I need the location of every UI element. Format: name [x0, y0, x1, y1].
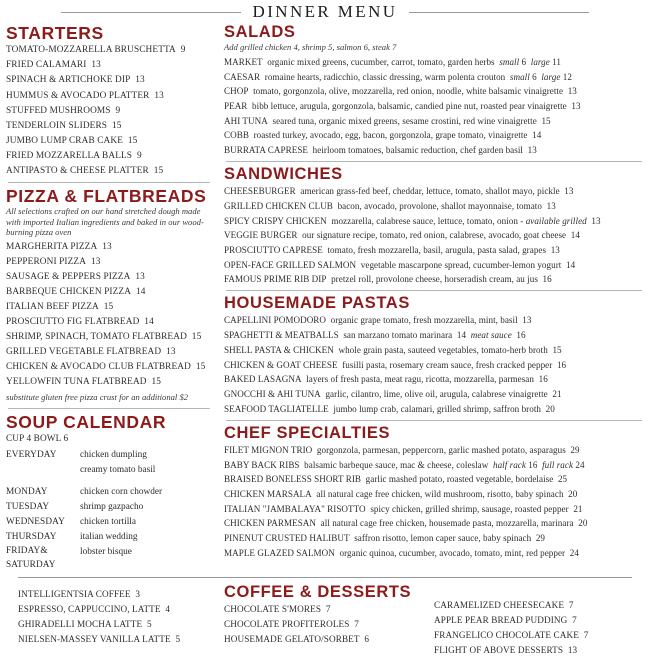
item-name: TENDERLOIN SLIDERS — [6, 120, 108, 131]
list-item — [224, 184, 644, 199]
soup-names — [80, 500, 212, 515]
list-item — [224, 199, 644, 214]
item-name: FRIED CALAMARI — [6, 60, 87, 71]
section-pizza-flatbreads — [6, 187, 212, 403]
item-name: COBB — [224, 130, 249, 141]
item-price: 14 — [570, 230, 580, 241]
item-price: 20 — [545, 403, 555, 414]
item-name: CAESAR — [224, 71, 261, 82]
soup-row — [6, 515, 212, 530]
item-price: 13 — [90, 256, 101, 267]
divider — [226, 290, 642, 291]
soup-name: shrimp gazpacho — [80, 501, 144, 512]
menu-columns — [0, 22, 650, 573]
pizza-footnote: substitute gluten free pizza crust for an additional $2 — [6, 392, 189, 403]
item-price: 14 — [144, 316, 154, 327]
pizza-list — [6, 240, 212, 390]
list-item — [6, 89, 212, 104]
list-item — [434, 628, 642, 643]
list-item — [6, 255, 212, 270]
item-price: 13 — [154, 90, 164, 101]
item-name: BABY BACK RIBS — [224, 459, 300, 470]
pizza-heading: PIZZA & FLATBREADS — [6, 185, 207, 206]
item-price: 15 — [151, 377, 162, 388]
item-price: 13 — [166, 346, 176, 357]
item-name: PROSCIUTTO FIG FLATBREAD — [6, 316, 140, 327]
item-name: PEAR — [224, 100, 248, 111]
item-price: 6 — [364, 634, 370, 645]
list-item — [6, 300, 212, 315]
list-item — [434, 598, 642, 613]
item-price: 14 — [565, 259, 576, 270]
list-item — [224, 358, 644, 373]
soup-names — [80, 530, 212, 545]
starters-heading: STARTERS — [6, 23, 104, 43]
item-name: MARKET — [224, 56, 263, 67]
coffee-list — [8, 584, 220, 647]
list-item — [6, 330, 212, 345]
item-price: 13 — [527, 145, 537, 156]
masthead-rule-right — [409, 12, 589, 13]
item-name: ITALIAN "JAMBALAYA" RISOTTO — [224, 503, 366, 514]
pastas-specialties-divider-wrap — [224, 417, 644, 423]
item-description: all natural cage free chicken, wild mushroom, risotto, baby spinach — [316, 488, 564, 499]
item-description: bibb lettuce, arugula, gorgonzola, balsamic, candied pine nut, roasted pear vinaigrette — [252, 100, 567, 111]
item-price-2: 12 — [562, 71, 572, 82]
list-item — [224, 228, 644, 243]
item-name: YELLOWFIN TUNA FLATBREAD — [6, 377, 147, 388]
list-item — [6, 73, 212, 88]
item-name: SPAGHETTI & MEATBALLS — [224, 330, 339, 341]
list-item — [224, 546, 644, 561]
list-item — [224, 458, 644, 473]
item-size-1: small — [509, 71, 530, 82]
item-name: INTELLIGENTSIA COFFEE — [18, 588, 131, 599]
list-item — [224, 114, 644, 129]
item-price: 15 — [552, 344, 562, 355]
item-name: SEAFOOD TAGLIATELLE — [224, 403, 329, 414]
item-price-2: 24 — [575, 459, 585, 470]
list-item — [224, 516, 644, 531]
pastas-heading: HOUSEMADE PASTAS — [224, 294, 410, 313]
soup-names — [80, 448, 212, 478]
desserts-left-column — [220, 584, 434, 647]
item-description: seared tuna, organic mixed greens, sesame crostini, red wine vinaigrette — [272, 115, 537, 126]
pizza-note: All selections crafted on our hand stretched dough made with imported Italian ingredients and baked in our wood-burning pizza oven — [6, 206, 204, 238]
item-size-1: small — [499, 56, 520, 67]
specialties-heading: CHEF SPECIALTIES — [224, 423, 391, 442]
item-price: 5 — [175, 633, 181, 644]
list-item — [6, 164, 212, 179]
item-name: FRANGELICO CHOCOLATE CAKE — [434, 629, 579, 640]
item-name: MAPLE GLAZED SALMON — [224, 547, 335, 558]
section-starters — [6, 24, 212, 179]
list-item — [6, 149, 212, 164]
desserts-right-column — [434, 584, 642, 658]
list-item — [224, 214, 644, 229]
item-name: GRILLED VEGETABLE FLATBREAD — [6, 346, 162, 357]
item-name: PROSCIUTTO CAPRESE — [224, 245, 323, 256]
list-item — [224, 84, 644, 99]
item-description: balsamic barbeque sauce, mac & cheese, coleslaw — [304, 459, 489, 470]
item-name: PEPPERONI PIZZA — [6, 256, 87, 267]
item-description: all natural cage free chicken, housemade pasta, mozzarella, marinara — [320, 518, 574, 529]
item-name: ANTIPASTO & CHEESE PLATTER — [6, 165, 149, 176]
item-name: FILET MIGNON TRIO — [224, 444, 313, 455]
section-sandwiches — [224, 166, 644, 287]
list-item — [224, 602, 434, 617]
list-item — [6, 134, 212, 149]
item-size-2: large — [530, 56, 550, 67]
item-description: roasted turkey, avocado, egg, bacon, gorgonzola, grape tomato, vinaigrette — [253, 130, 528, 141]
item-price: 15 — [103, 301, 114, 312]
item-description: jumbo lump crab, calamari, grilled shrimp, saffron broth — [333, 403, 541, 414]
list-item — [224, 387, 644, 402]
item-description: heirloom tomatoes, balsamic reduction, chef garden basil — [312, 145, 523, 156]
soup-name: chicken tortilla — [80, 516, 137, 527]
item-price: 15 — [153, 165, 164, 176]
pizza-soup-divider-wrap — [6, 405, 212, 411]
item-name: CAPELLINI POMODORO — [224, 315, 327, 326]
salads-list — [224, 55, 644, 158]
item-price-1: 16 — [528, 459, 538, 470]
item-size-2: large — [541, 71, 561, 82]
divider — [226, 420, 642, 421]
soup-names — [80, 545, 212, 573]
soup-sizes: CUP 4 BOWL 6 — [6, 433, 69, 444]
left-column — [6, 22, 218, 573]
list-item — [224, 55, 644, 70]
list-item — [6, 43, 212, 58]
item-price: 7 — [572, 614, 577, 625]
item-name: FRIED MOZZARELLA BALLS — [6, 150, 133, 161]
soup-day: MONDAY — [6, 486, 48, 497]
soup-row — [6, 448, 212, 478]
item-price: 13 — [135, 75, 145, 86]
item-price: 13 — [571, 100, 581, 111]
item-name: CARAMELIZED CHEESECAKE — [434, 599, 565, 610]
item-description: mozzarella, calabrese sauce, lettuce, tomato, onion - — [331, 215, 524, 226]
sandwiches-list — [224, 184, 644, 287]
item-name: CHICKEN MARSALA — [224, 488, 312, 499]
item-price: 13 — [546, 200, 556, 211]
item-description: vegetable mascarpone spread, cucumber-lemon yogurt — [360, 259, 562, 270]
list-item — [18, 632, 220, 647]
list-item — [224, 402, 644, 417]
soup-day: FRIDAY& SATURDAY — [6, 546, 56, 570]
item-description: our signature recipe, tomato, red onion, calabrese, avocado, goat cheese — [302, 230, 567, 241]
list-item — [224, 272, 644, 287]
item-description: organic quinoa, cucumber, avocado, tomato, mint, red pepper — [339, 547, 566, 558]
page-title: DINNER MENU — [252, 2, 398, 21]
divider — [8, 408, 210, 409]
item-name: TOMATO-MOZZARELLA BRUSCHETTA — [6, 45, 176, 56]
sandwiches-heading: SANDWICHES — [224, 164, 343, 183]
specialties-list — [224, 443, 644, 561]
section-housemade-pastas — [224, 295, 644, 416]
soup-name: creamy tomato basil — [80, 464, 156, 475]
list-item — [18, 587, 220, 602]
item-name: CHICKEN PARMESAN — [224, 518, 317, 529]
item-price: 13 — [91, 60, 101, 71]
item-price: 16 — [538, 374, 548, 385]
salads-note: Add grilled chicken 4, shrimp 5, salmon 6, steak 7 — [224, 42, 397, 53]
item-modifier: meat sauce — [470, 330, 512, 341]
item-name: FLIGHT OF ABOVE DESSERTS — [434, 644, 564, 655]
item-description: saffron risotto, lemon caper sauce, baby spinach — [354, 533, 532, 544]
item-description: san marzano tomato marinara — [343, 330, 453, 341]
item-description: fusilli pasta, rosemary cream sauce, fresh cracked pepper — [342, 359, 553, 370]
item-price: 15 — [127, 135, 138, 146]
item-name: SPICY CRISPY CHICKEN — [224, 215, 327, 226]
item-name: BARBEQUE CHICKEN PIZZA — [6, 286, 132, 297]
list-item — [224, 632, 434, 647]
item-price: 9 — [115, 105, 121, 116]
item-price: 20 — [568, 488, 578, 499]
desserts-heading: COFFEE & DESSERTS — [224, 582, 412, 601]
list-item — [224, 99, 644, 114]
item-description: romaine hearts, radicchio, classic dressing, warm polenta crouton — [264, 71, 506, 82]
list-item — [6, 285, 212, 300]
soup-day: TUESDAY — [6, 501, 50, 512]
item-price: 13 — [591, 215, 601, 226]
list-item — [224, 531, 644, 546]
item-price: 15 — [111, 120, 122, 131]
pastas-list — [224, 313, 644, 416]
salads-heading: SALADS — [224, 23, 296, 41]
item-name: GNOCCHI & AHI TUNA — [224, 389, 321, 400]
divider — [226, 161, 642, 162]
item-price: 13 — [564, 186, 574, 197]
item-name: HUMMUS & AVOCADO PLATTER — [6, 90, 150, 101]
item-price: 20 — [578, 518, 588, 529]
list-item — [6, 240, 212, 255]
item-name: FAMOUS PRIME RIB DIP — [224, 274, 327, 285]
item-price: 13 — [135, 271, 145, 282]
item-price: 9 — [136, 150, 142, 161]
list-item — [224, 472, 644, 487]
item-price: 5 — [146, 618, 152, 629]
item-name: CHOP — [224, 86, 249, 97]
soup-row — [6, 500, 212, 515]
soup-name: chicken corn chowder — [80, 486, 163, 497]
section-soup-calendar — [6, 413, 212, 573]
item-description: whole grain pasta, sauteed vegetables, tomato-herb broth — [338, 344, 548, 355]
section-salads — [224, 24, 644, 158]
list-item — [18, 602, 220, 617]
section-chef-specialties — [224, 425, 644, 561]
item-name: CHICKEN & AVOCADO CLUB FLATBREAD — [6, 362, 191, 372]
item-name: APPLE PEAR BREAD PUDDING — [434, 614, 568, 625]
item-name: OPEN-FACE GRILLED SALMON — [224, 259, 357, 270]
item-price: 13 — [550, 245, 560, 256]
list-item — [224, 313, 644, 328]
item-description: pretzel roll, provolone cheese, horseradish cream, au jus — [331, 274, 538, 285]
item-price: 4 — [165, 603, 171, 614]
spacer — [6, 478, 212, 485]
item-size-1: half rack — [493, 459, 526, 470]
item-name: BRAISED BONELESS SHORT RIB — [224, 474, 362, 485]
item-name: CHOCOLATE PROFITEROLES — [224, 619, 350, 630]
item-name: CHICKEN & GOAT CHEESE — [224, 359, 338, 370]
item-price: 25 — [557, 474, 568, 485]
sandwiches-pastas-divider-wrap — [224, 287, 644, 293]
item-price-1: 14 — [456, 330, 467, 341]
soup-day: THURSDAY — [6, 531, 57, 542]
item-description: gorgonzola, parmesan, peppercorn, garlic mashed potato, asparagus — [316, 444, 566, 455]
item-price: 29 — [535, 533, 546, 544]
item-description: organic mixed greens, cucumber, carrot, tomato, garden herbs — [267, 56, 495, 67]
list-item — [6, 315, 212, 330]
item-name: GRILLED CHICKEN CLUB — [224, 200, 333, 211]
item-price: 24 — [569, 547, 579, 558]
soup-day: WEDNESDAY — [6, 516, 65, 527]
list-item — [224, 143, 644, 158]
item-name: MARGHERITA PIZZA — [6, 241, 98, 252]
item-price: 7 — [354, 619, 359, 630]
item-price: 15 — [541, 115, 551, 126]
footer — [0, 578, 650, 658]
masthead-rule-left — [61, 12, 241, 13]
soup-row — [6, 485, 212, 500]
item-name: PINENUT CRUSTED HALIBUT — [224, 533, 350, 544]
list-item — [224, 617, 434, 632]
item-name: BURRATA CAPRESE — [224, 145, 309, 156]
starters-pizza-divider-wrap — [6, 179, 212, 185]
list-item — [434, 613, 642, 628]
item-name: SAUSAGE & PEPPERS PIZZA — [6, 271, 131, 282]
item-price: 9 — [180, 45, 186, 56]
soup-names — [80, 485, 212, 500]
item-price: 7 — [325, 604, 331, 615]
list-item — [224, 443, 644, 458]
item-price: 7 — [568, 599, 574, 610]
soup-names — [80, 515, 212, 530]
item-description: american grass-fed beef, cheddar, lettuce, tomato, shallot mayo, pickle — [300, 186, 560, 197]
item-price: 29 — [570, 444, 580, 455]
item-description: tomato, fresh mozzarella, basil, arugula, pasta salad, grapes — [327, 245, 547, 256]
list-item — [224, 70, 644, 85]
item-name: CHOCOLATE S'MORES — [224, 604, 322, 615]
item-name: SHRIMP, SPINACH, TOMATO FLATBREAD — [6, 331, 187, 342]
item-name: JUMBO LUMP CRAB CAKE — [6, 135, 123, 146]
soup-name: lobster bisque — [80, 547, 132, 558]
list-item — [434, 643, 642, 658]
item-price-1: 6 — [532, 71, 537, 82]
list-item — [6, 270, 212, 285]
soup-day: EVERYDAY — [6, 449, 57, 460]
soup-row — [6, 545, 212, 573]
list-item — [6, 375, 212, 390]
list-item — [224, 243, 644, 258]
item-name: ESPRESSO, CAPPUCCINO, LATTE — [18, 603, 161, 614]
list-item — [224, 502, 644, 517]
list-item — [6, 360, 212, 375]
list-item — [224, 328, 644, 343]
list-item — [224, 258, 644, 273]
right-column — [218, 22, 644, 561]
item-price-1: 6 — [521, 56, 527, 67]
soup-heading: SOUP CALENDAR — [6, 411, 167, 432]
item-name: NIELSEN-MASSEY VANILLA LATTE — [18, 633, 171, 644]
salads-sandwiches-divider-wrap — [224, 158, 644, 164]
item-name: GHIRADELLI MOCHA LATTE — [18, 618, 143, 629]
item-name: SPINACH & ARTICHOKE DIP — [6, 75, 131, 86]
soup-name: italian wedding — [80, 531, 138, 542]
item-price: 15 — [195, 362, 206, 372]
list-item — [224, 372, 644, 387]
item-description: spicy chicken, grilled shrimp, sausage, roasted pepper — [370, 503, 569, 514]
item-name: BAKED LASAGNA — [224, 374, 302, 385]
item-description: organic grape tomato, fresh mozzarella, mint, basil — [330, 315, 518, 326]
item-name: CHEESEBURGER — [224, 186, 296, 197]
item-price: 13 — [567, 644, 578, 655]
item-price: 13 — [522, 315, 532, 326]
item-size-2: full rack — [542, 459, 574, 470]
item-name: SHELL PASTA & CHICKEN — [224, 344, 334, 355]
item-price: 7 — [583, 629, 589, 640]
list-item — [224, 487, 644, 502]
item-price: 21 — [552, 389, 562, 400]
item-name: HOUSEMADE GELATO/SORBET — [224, 634, 360, 645]
starters-list — [6, 43, 212, 178]
soup-name: chicken dumpling — [80, 449, 147, 460]
item-price: 14 — [532, 130, 542, 141]
item-price: 21 — [573, 503, 583, 514]
item-description: bacon, avocado, provolone, shallot mayonnaise, tomato — [337, 200, 542, 211]
item-price: 16 — [556, 359, 567, 370]
item-name: AHI TUNA — [224, 115, 268, 126]
item-name: STUFFED MUSHROOMS — [6, 105, 111, 116]
item-price: 13 — [567, 86, 577, 97]
item-price-2: 11 — [552, 56, 561, 67]
item-price: 16 — [542, 274, 552, 285]
list-item — [6, 58, 212, 73]
item-price-2: 16 — [516, 330, 526, 341]
list-item — [18, 617, 220, 632]
item-description: garlic, cilantro, lime, olive oil, arugula, calabrese vinaigrette — [325, 389, 548, 400]
item-price: 14 — [135, 286, 146, 297]
item-price: 3 — [135, 588, 141, 599]
list-item — [6, 104, 212, 119]
item-description: layers of fresh pasta, meat ragu, ricotta, mozzarella, parmesan — [306, 374, 534, 385]
divider — [8, 182, 210, 183]
masthead — [0, 0, 650, 22]
item-description: garlic mashed potato, roasted vegetable, bordelaise — [365, 474, 554, 485]
list-item — [6, 119, 212, 134]
item-name: VEGGIE BURGER — [224, 230, 298, 241]
list-item — [6, 345, 212, 360]
item-modifier: available grilled — [525, 215, 587, 226]
item-description: tomato, gorgonzola, olive, mozzarella, red onion, noodle, white balsamic vinaigrette — [253, 86, 564, 97]
soup-row — [6, 530, 212, 545]
item-name: ITALIAN BEEF PIZZA — [6, 301, 99, 312]
item-price: 13 — [102, 241, 112, 252]
list-item — [224, 128, 644, 143]
item-price: 15 — [191, 331, 202, 342]
list-item — [224, 343, 644, 358]
